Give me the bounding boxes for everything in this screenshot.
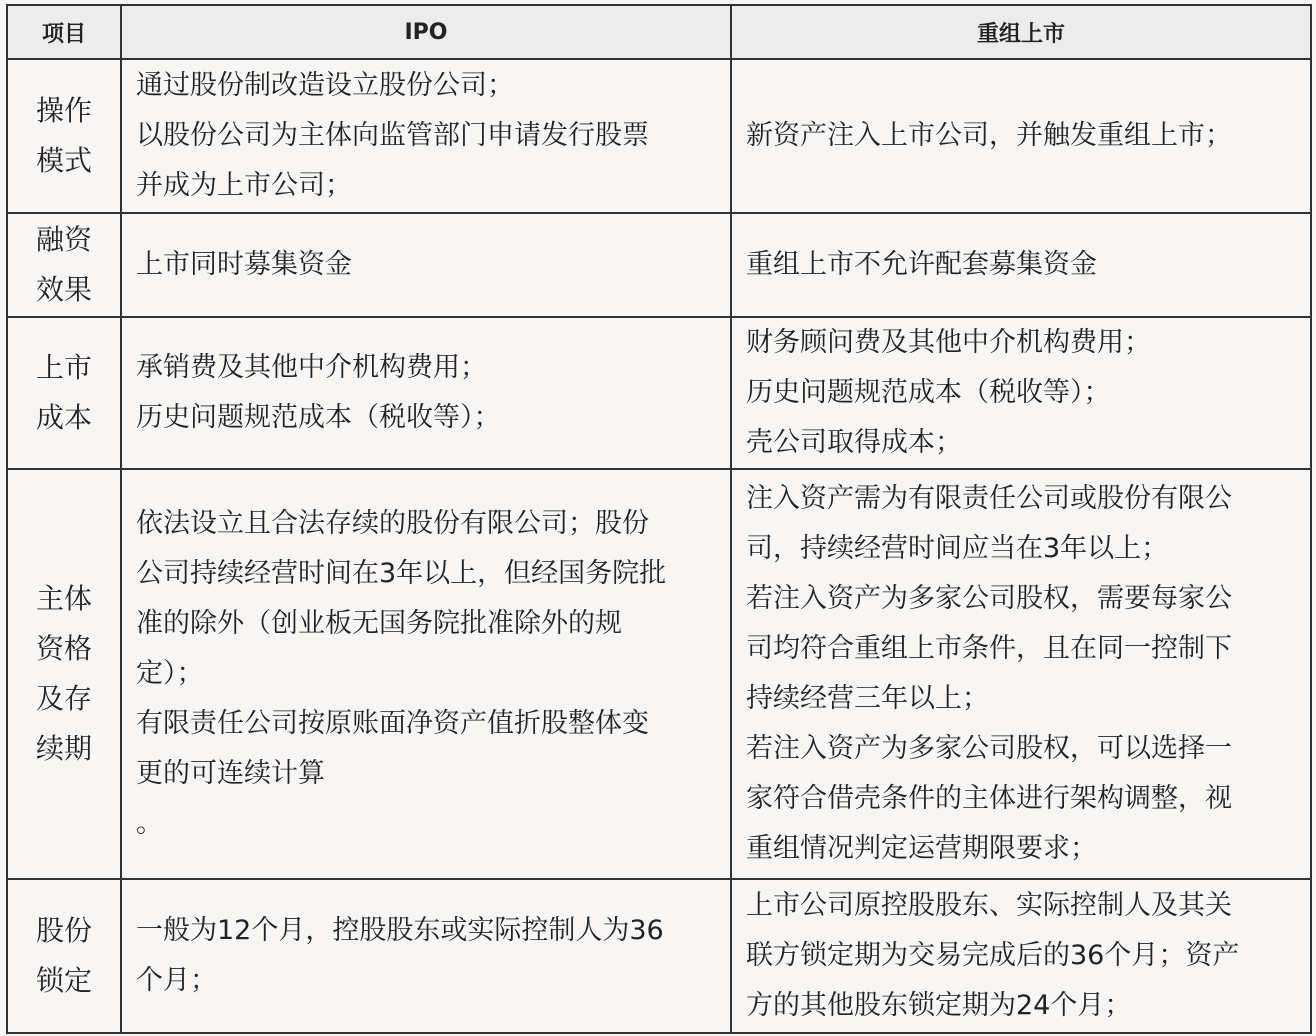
ipo-text-line: 准的除外（创业板无国务院批准除外的规: [136, 608, 622, 639]
table-row-financing-effect: [7, 213, 1311, 317]
row-label-line: 模式: [35, 144, 92, 177]
ipo-text-line: 依法设立且合法存续的股份有限公司；股份: [136, 508, 649, 539]
reorg-cell: [731, 59, 1311, 213]
ipo-cell: [121, 317, 731, 469]
reorg-text-line: 若注入资产为多家公司股权，可以选择一: [746, 733, 1232, 764]
row-label-cell: [7, 879, 121, 1033]
reorg-text-line: 联方锁定期为交易完成后的36个月；资产: [746, 940, 1240, 971]
reorg-text-line: 司，持续经营时间应当在3年以上；: [746, 533, 1169, 564]
row-label-line: 成本: [35, 401, 92, 434]
ipo-cell: [121, 879, 731, 1033]
row-label-line: 锁定: [35, 964, 92, 997]
row-label-line: 股份: [35, 914, 92, 947]
ipo-text-line: 历史问题规范成本（税收等）；: [136, 402, 501, 433]
ipo-text-line: 更的可连续计算: [136, 758, 325, 789]
row-label-line: 融资: [35, 223, 92, 256]
row-label-cell: [7, 213, 121, 317]
row-label-line: 主体: [35, 582, 92, 615]
ipo-text-line: 以股份公司为主体向监管部门申请发行股票: [136, 120, 649, 151]
reorg-cell: [731, 879, 1311, 1033]
row-label-line: 及存: [35, 682, 92, 715]
ipo-text-line: 一般为12个月，控股股东或实际控制人为36: [136, 915, 664, 946]
reorg-text-line: 重组上市不允许配套募集资金: [746, 249, 1097, 280]
reorg-text-line: 重组情况判定运营期限要求；: [746, 833, 1097, 864]
row-label-line: 续期: [35, 732, 92, 765]
table-row-eligibility-duration: [7, 469, 1311, 879]
ipo-text-line: 有限责任公司按原账面净资产值折股整体变: [136, 708, 649, 739]
reorg-text-line: 壳公司取得成本；: [746, 427, 962, 458]
ipo-text-line: 并成为上市公司；: [136, 170, 352, 201]
ipo-cell: [121, 59, 731, 213]
ipo-text-line: 承销费及其他中介机构费用；: [136, 352, 487, 383]
row-label-cell: [7, 469, 121, 879]
ipo-text-line: 公司持续经营时间在3年以上，但经国务院批: [136, 558, 667, 589]
header-row: [7, 5, 1311, 59]
row-label-line: 效果: [35, 273, 92, 306]
reorg-text-line: 财务顾问费及其他中介机构费用；: [746, 327, 1151, 358]
table-row-operation-mode: [7, 59, 1311, 213]
ipo-cell: [121, 213, 731, 317]
reorg-cell: [731, 317, 1311, 469]
reorg-cell: [731, 213, 1311, 317]
ipo-cell: [121, 469, 731, 879]
row-label-line: 操作: [35, 94, 92, 127]
reorg-text-line: 新资产注入上市公司，并触发重组上市；: [746, 120, 1232, 151]
reorg-cell: [731, 469, 1311, 879]
row-label-line: 资格: [35, 632, 92, 665]
table-row-listing-cost: [7, 317, 1311, 469]
ipo-text-line: 上市同时募集资金: [136, 249, 352, 280]
reorg-text-line: 上市公司原控股股东、实际控制人及其关: [746, 890, 1232, 921]
reorg-text-line: 注入资产需为有限责任公司或股份有限公: [746, 483, 1232, 514]
comparison-table-wrapper: [6, 4, 1310, 1030]
ipo-text-line: 定）；: [136, 658, 204, 689]
ipo-text-line: 个月；: [136, 965, 217, 996]
row-label-line: 上市: [35, 351, 92, 384]
reorg-text-line: 历史问题规范成本（税收等）；: [746, 377, 1111, 408]
header-item: 项目: [7, 5, 121, 59]
reorg-text-line: 司均符合重组上市条件，且在同一控制下: [746, 633, 1232, 664]
header-reorg: 重组上市: [731, 5, 1311, 59]
reorg-text-line: 持续经营三年以上；: [746, 683, 989, 714]
ipo-vs-reorg-comparison-table: [6, 4, 1312, 1034]
reorg-text-line: 方的其他股东锁定期为24个月；: [746, 990, 1132, 1021]
row-label-cell: [7, 59, 121, 213]
reorg-text-line: 家符合借壳条件的主体进行架构调整，视: [746, 783, 1232, 814]
header-ipo: IPO: [121, 5, 731, 59]
ipo-text-line: 。: [136, 808, 163, 839]
ipo-text-line: 通过股份制改造设立股份公司；: [136, 70, 514, 101]
table-row-share-lockup: [7, 879, 1311, 1033]
row-label-cell: [7, 317, 121, 469]
reorg-text-line: 若注入资产为多家公司股权，需要每家公: [746, 583, 1232, 614]
